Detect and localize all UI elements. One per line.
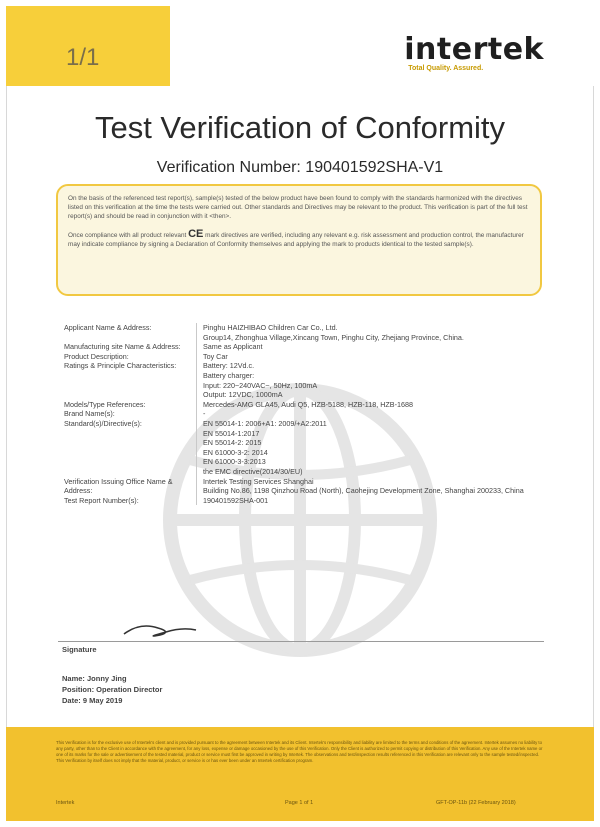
document-title: Test Verification of Conformity: [94, 110, 506, 145]
detail-label: Applicant Name & Address:: [64, 323, 152, 332]
detail-value: Pinghu HAIZHIBAO Children Car Co., Ltd. Group14, Zhonghua Village,Xincang Town, Pinghu City, Zhejiang Province, China.: [196, 323, 544, 342]
footer-page-number: Page 1 of 1: [285, 800, 314, 806]
detail-row: [64, 409, 544, 419]
notice-paragraph-1: On the basis of the referenced test report(s), sample(s) tested of the below product have been found to comply with the standards harmonized with the directives listed on this verification at the time the tests were carried out. Other standards and Directives may be relevant to the product. This verification is part of the full test report(s) and should be read in conjunction with it <then>.: [68, 195, 528, 221]
detail-label: Product Description:: [64, 351, 129, 361]
footer-form-code: GFT-OP-11b (22 February 2018): [436, 800, 516, 806]
detail-label: Standard(s)/Directive(s):: [64, 418, 142, 428]
detail-row: [64, 400, 544, 410]
signature-divider: [58, 641, 544, 642]
detail-row: [64, 477, 544, 496]
notice-paragraph-2: [68, 227, 530, 249]
detail-value: -: [196, 409, 544, 419]
signatory-position: Position: Operation Director: [62, 685, 163, 694]
signatory-name: Name: Jonny Jing: [62, 674, 127, 683]
signature-date: Date: 9 May 2019: [62, 696, 123, 705]
detail-row: [64, 323, 544, 342]
detail-value: Battery: 12Vd.c. Battery charger: Input: 220~240VAC~, 50Hz, 100mA Output: 12VDC, 1000mA: [196, 361, 544, 399]
notice-paragraph-2-start: Once compliance with all product relevant: [68, 231, 187, 239]
detail-label: Models/Type References:: [64, 399, 146, 409]
detail-value: Toy Car: [196, 352, 544, 362]
verification-number: Verification Number: 190401592SHA-V1: [156, 159, 444, 176]
logo-tagline: Total Quality. Assured.: [408, 65, 484, 72]
detail-value: Intertek Testing Services Shanghai Building No.86, 1198 Qinzhou Road (North), Caohejing Development Zone, Shanghai 200233, China: [196, 477, 544, 496]
page-indicator: 1/1: [66, 44, 100, 71]
handwritten-signature: [120, 618, 200, 640]
verification-details: [64, 323, 544, 505]
detail-value: Same as Applicant: [196, 342, 544, 352]
detail-value: 190401592SHA-001: [196, 496, 544, 506]
detail-row: [64, 419, 544, 477]
intertek-logo: [404, 32, 544, 72]
signatory-block: [62, 673, 162, 706]
detail-label: Ratings & Principle Characteristics:: [64, 361, 177, 371]
ce-mark-icon: CE: [188, 227, 204, 240]
detail-label: Brand Name(s):: [64, 409, 115, 419]
detail-value: Mercedes-AMG GLA45, Audi Q5, HZB-5188, HZB-118, HZB-1688: [196, 400, 544, 410]
detail-row: [64, 361, 544, 399]
compliance-notice-box: [56, 184, 542, 296]
detail-value: EN 55014-1: 2006+A1: 2009/+A2:2011 EN 55014-1:2017 EN 55014-2: 2015 EN 61000-3-2: 2014 EN 61000-3-3:2013 the EMC directive(2014/30/EU): [196, 419, 544, 477]
header-band: [170, 6, 594, 86]
detail-label: Manufacturing site Name & Address:: [64, 342, 181, 352]
notice-paragraph-2-end: mark directives are verified, including any relevant e.g. risk assessment and production control, the manufacturer may indicate compliance by signing a Declaration of Conformity themselves and applying the mark to products identical to the tested sample(s).: [68, 231, 524, 248]
detail-label: Verification Issuing Office Name & Address:: [64, 476, 173, 496]
detail-row: [64, 496, 544, 506]
detail-row: [64, 342, 544, 352]
footer-company: Intertek: [56, 800, 75, 806]
detail-label: Test Report Number(s):: [64, 495, 139, 505]
detail-row: [64, 352, 544, 362]
legal-disclaimer: This Verification is for the exclusive use of Intertek's client and is provided pursuant to the agreement between Intertek and its Client. Intertek's responsibility and liability are limited to the terms and conditions of the agreement. Intertek assumes no liability to any party, other than to the Client in accordance with the agreement, for any loss, expense or damage occasioned by the use of this Verification. Only the Client is authorized to permit copying or distribution of this Verification. Any use of the Intertek name or one of its marks for the sale or advertisement of the tested material, product or service must first be approved in writing by Intertek. The observations and test/inspection results referenced in this Verification are relevant only to the sample tested/inspected. This Verification by itself does not imply that the material, product, or service is or has ever been under an Intertek certification program.: [56, 740, 543, 763]
logo-wordmark: intertek: [404, 32, 544, 67]
page-indicator-tab: [6, 6, 170, 86]
signature-heading: Signature: [62, 645, 97, 654]
